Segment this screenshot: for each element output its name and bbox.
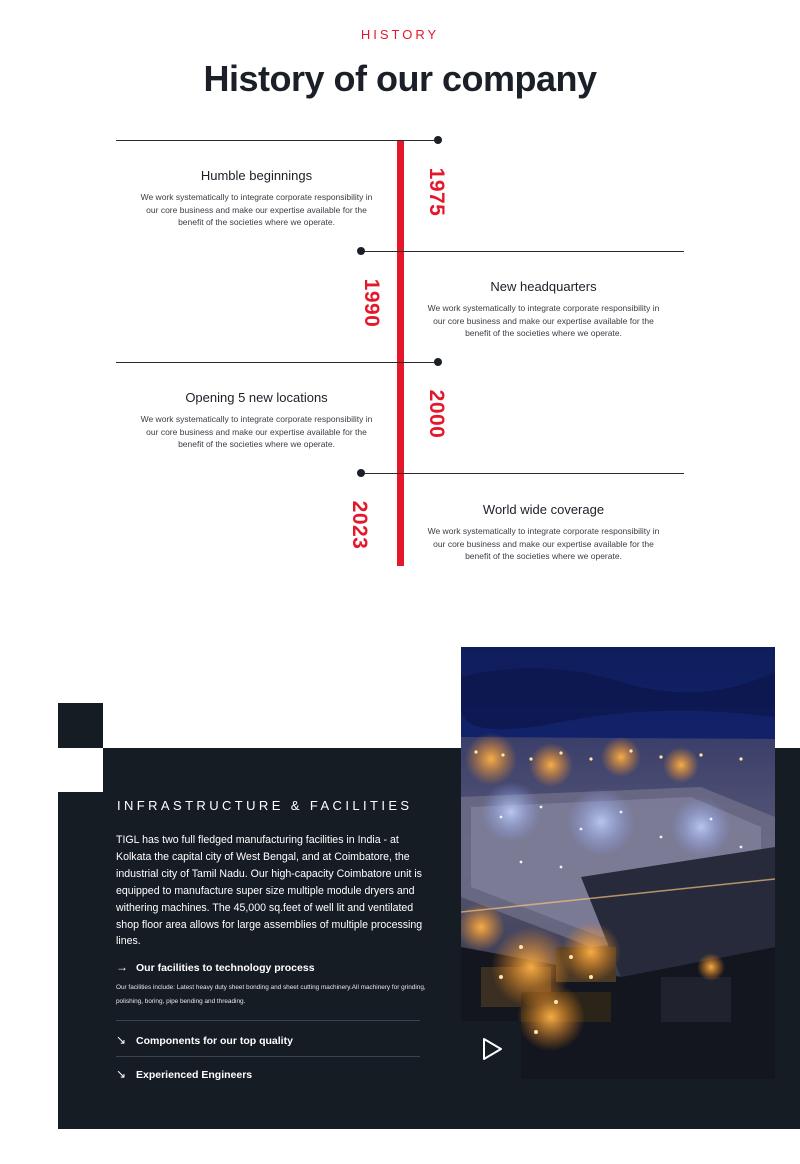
- arrow-down-right-icon: ↘: [116, 1067, 127, 1081]
- feature-description: Our facilities include: Latest heavy duty sheet bonding and sheet cutting machinery.All machinery for grinding, polishing, boring, pipe bending and threading.: [116, 984, 426, 1005]
- page-title: History of our company: [203, 58, 597, 99]
- infrastructure-heading: INFRASTRUCTURE & FACILITIES: [117, 798, 413, 813]
- feature-item-engineers[interactable]: [116, 1067, 426, 1081]
- play-icon: [461, 1021, 521, 1079]
- factory-night-photo: [461, 647, 775, 1079]
- timeline-event: [134, 168, 379, 229]
- feature-label: Components for our top quality: [136, 1035, 293, 1047]
- timeline-line: [361, 251, 684, 252]
- timeline-dot: [434, 136, 442, 144]
- timeline-year: 2000: [425, 389, 448, 439]
- timeline-line: [116, 140, 438, 141]
- timeline-year: 1990: [360, 278, 383, 328]
- timeline-year: 2023: [348, 500, 371, 550]
- event-title: New headquarters: [490, 279, 597, 294]
- timeline-event: [134, 390, 379, 451]
- decorative-square-cutout: [58, 748, 103, 792]
- play-button[interactable]: [461, 1021, 521, 1079]
- arrow-right-icon: →: [116, 960, 128, 974]
- feature-item-components[interactable]: [116, 1033, 426, 1047]
- timeline-dot: [357, 247, 365, 255]
- event-title: Opening 5 new locations: [185, 390, 328, 405]
- timeline-event: [421, 502, 666, 563]
- divider: [116, 1020, 420, 1021]
- arrow-down-right-icon: ↘: [116, 1033, 127, 1047]
- feature-label: Our facilities to technology process: [136, 962, 315, 974]
- divider: [116, 1056, 420, 1057]
- infrastructure-description: TIGL has two full fledged manufacturing facilities in India - at Kolkata the capital city of West Bengal, and at Coimbatore, the industrial city of Tamil Nadu. Our high-capacity Coimbatore unit is equipped to manufacture super size multiple module dryers and withering machines. The 45,000 sq.feet of well lit and ventilated shop floor area allows for large assemblies of multiple processing lines.: [116, 834, 423, 948]
- event-description: We work systematically to integrate corporate responsibility in our core business and make our expertise available for the benefit of the societies where we operate.: [140, 414, 373, 450]
- decorative-square: [58, 703, 103, 748]
- event-description: We work systematically to integrate corporate responsibility in our core business and make our expertise available for the benefit of the societies where we operate.: [427, 303, 660, 339]
- event-title: World wide coverage: [482, 502, 605, 517]
- event-description: We work systematically to integrate corporate responsibility in our core business and make our expertise available for the benefit of the societies where we operate.: [140, 192, 373, 228]
- timeline-line: [361, 473, 684, 474]
- timeline-event: [421, 279, 666, 340]
- timeline-line: [116, 362, 438, 363]
- timeline-year: 1975: [425, 167, 448, 217]
- section-eyebrow: HISTORY: [360, 27, 440, 42]
- feature-label: Experienced Engineers: [136, 1069, 253, 1081]
- timeline-dot: [357, 469, 365, 477]
- timeline-dot: [434, 358, 442, 366]
- event-description: We work systematically to integrate corporate responsibility in our core business and make our expertise available for the benefit of the societies where we operate.: [427, 526, 660, 562]
- event-title: Humble beginnings: [200, 168, 313, 183]
- timeline-spine: [397, 140, 404, 566]
- feature-item-technology[interactable]: [116, 960, 426, 974]
